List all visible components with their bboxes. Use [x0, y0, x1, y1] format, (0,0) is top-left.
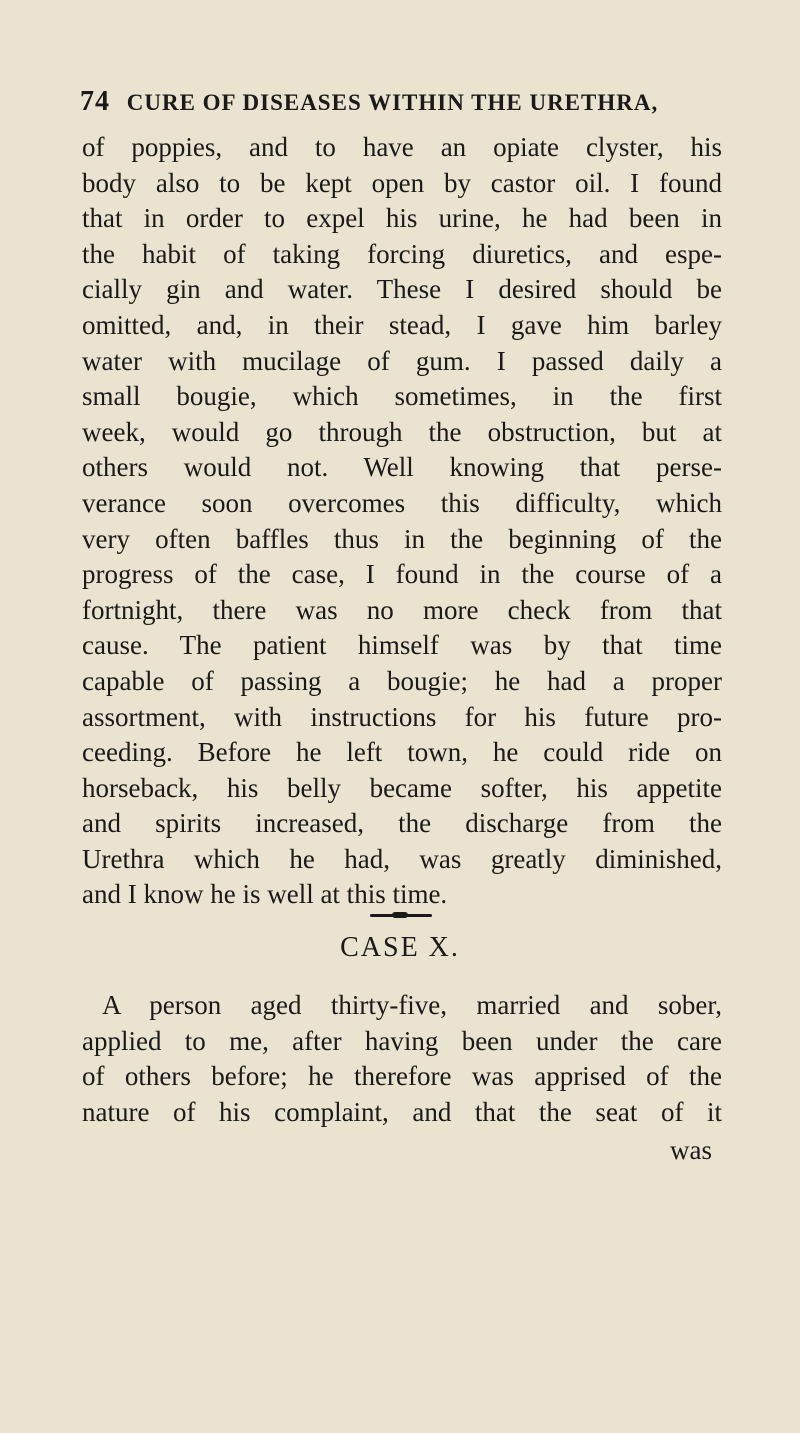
text-line: capable of passing a bougie; he had a proper — [82, 665, 722, 696]
text-line: applied to me, after having been under the care — [82, 1025, 722, 1056]
text-line: of others before; he therefore was apprised of the — [82, 1061, 722, 1092]
text-line: Urethra which he had, was greatly diminished, — [82, 843, 722, 874]
text-line: and I know he is well at this time. — [82, 879, 448, 910]
text-line: assortment, with instructions for his future pro- — [82, 701, 722, 732]
case-heading: CASE X. — [340, 932, 460, 963]
catchword: was — [670, 1135, 712, 1165]
paragraph-continued — [82, 130, 722, 913]
text-line: of poppies, and to have an opiate clyster, his — [82, 132, 722, 162]
text-line: the habit of taking forcing diuretics, and espe- — [82, 238, 722, 269]
text-line: very often baffles thus in the beginning of the — [82, 523, 722, 554]
text-line: week, would go through the obstruction, but at — [82, 416, 722, 447]
page-number: 74 — [80, 86, 110, 117]
text-line: body also to be kept open by castor oil. I found — [82, 167, 722, 198]
text-line: omitted, and, in their stead, I gave him barley — [82, 309, 722, 340]
text-line: A person aged thirty-five, married and sober, — [102, 990, 722, 1020]
running-title: CURE OF DISEASES WITHIN THE URETHRA, — [126, 90, 659, 115]
text-line: others would not. Well knowing that perse- — [82, 452, 722, 483]
text-line: that in order to expel his urine, he had been in — [82, 203, 722, 234]
text-line: water with mucilage of gum. I passed daily a — [82, 345, 722, 376]
text-line: ceeding. Before he left town, he could ride on — [82, 737, 722, 768]
text-line: horseback, his belly became softer, his appetite — [82, 772, 722, 803]
paragraph-case-x — [82, 988, 722, 1130]
text-line: progress of the case, I found in the course of a — [82, 559, 722, 590]
text-line: nature of his complaint, and that the seat of it — [82, 1096, 722, 1127]
text-line: cause. The patient himself was by that time — [82, 630, 722, 661]
text-line: small bougie, which sometimes, in the first — [82, 381, 722, 412]
section-divider-ornament — [370, 914, 432, 917]
text-line: and spirits increased, the discharge from the — [82, 808, 722, 839]
text-line: cially gin and water. These I desired should be — [82, 274, 722, 305]
text-line: fortnight, there was no more check from that — [82, 594, 722, 625]
running-head — [80, 86, 658, 118]
text-line: verance soon overcomes this difficulty, which — [82, 487, 722, 518]
